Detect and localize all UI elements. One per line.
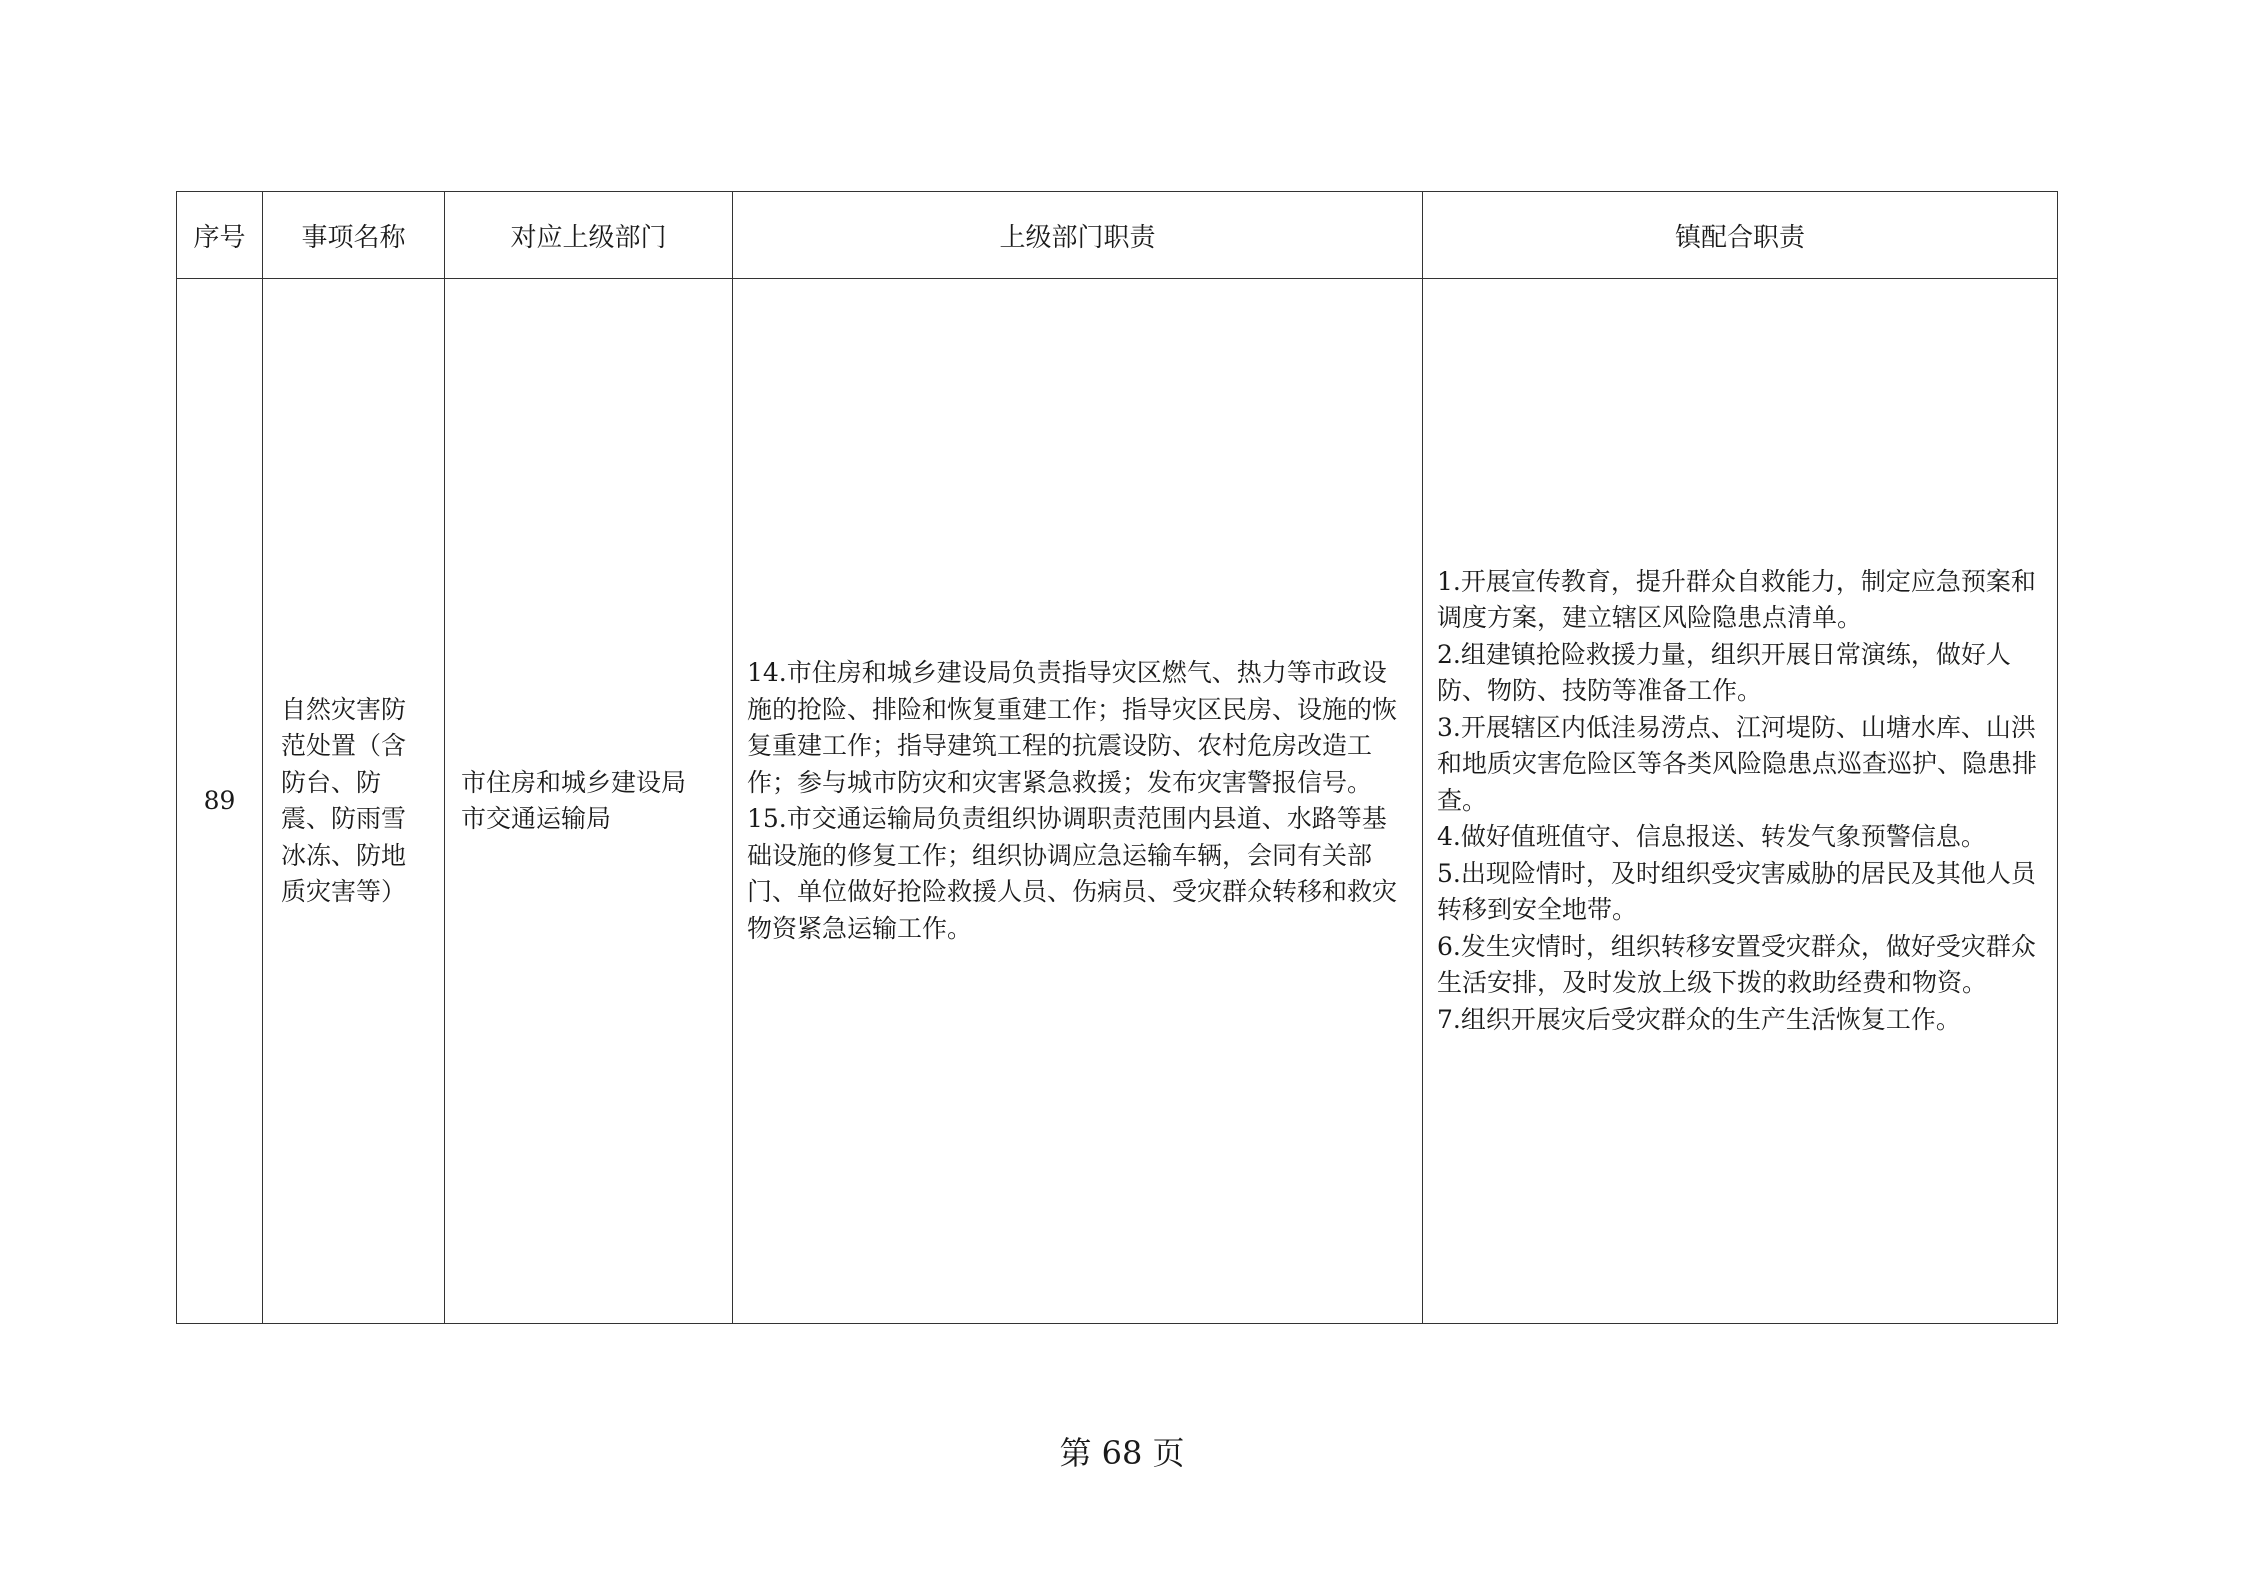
- table-row: [177, 279, 2058, 1324]
- duty-table: [176, 191, 2058, 1324]
- header-superior-duties: 上级部门职责: [733, 192, 1423, 279]
- header-index: 序号: [177, 192, 263, 279]
- town-duty-item: 4.做好值班值守、信息报送、转发气象预警信息。: [1437, 822, 1986, 852]
- row-index: 89: [177, 279, 263, 1324]
- header-town-duties: 镇配合职责: [1423, 192, 2058, 279]
- superior-duty-item: 14.市住房和城乡建设局负责指导灾区燃气、热力等市政设施的抢险、排险和恢复重建工作；指导灾区民房、设施的恢复重建工作；指导建筑工程的抗震设防、农村危房改造工作；参与城市防灾和灾害紧急救援；发布灾害警报信号。: [747, 658, 1398, 797]
- department-line: 市交通运输局: [461, 804, 612, 833]
- header-item-name: 事项名称: [263, 192, 445, 279]
- header-department: 对应上级部门: [445, 192, 733, 279]
- town-duty-item: 7.组织开展灾后受灾群众的生产生活恢复工作。: [1437, 1004, 1961, 1034]
- superior-duty-item: 15.市交通运输局负责组织协调职责范围内县道、水路等基础设施的修复工作；组织协调应急运输车辆，会同有关部门、单位做好抢险救援人员、伤病员、受灾群众转移和救灾物资紧急运输工作。: [747, 804, 1398, 943]
- table-header: [177, 192, 2058, 279]
- row-departments: [445, 279, 733, 1324]
- row-superior-duties: [733, 279, 1423, 1324]
- table-body: [177, 279, 2058, 1324]
- row-item-name: 自然灾害防范处置（含防台、防震、防雨雪冰冻、防地质灾害等）: [263, 279, 445, 1324]
- town-duty-item: 5.出现险情时，及时组织受灾害威胁的居民及其他人员转移到安全地带。: [1437, 858, 2036, 925]
- row-town-duties: [1423, 279, 2058, 1324]
- town-duty-item: 2.组建镇抢险救援力量，组织开展日常演练，做好人防、物防、技防等准备工作。: [1437, 639, 2011, 706]
- town-duty-item: 1.开展宣传教育，提升群众自救能力，制定应急预案和调度方案，建立辖区风险隐患点清单。: [1437, 566, 2036, 633]
- town-duty-item: 3.开展辖区内低洼易涝点、江河堤防、山塘水库、山洪和地质灾害危险区等各类风险隐患点巡查巡护、隐患排查。: [1437, 712, 2038, 815]
- page-number: 第 68 页: [1059, 1434, 1185, 1472]
- department-line: 市住房和城乡建设局: [461, 767, 687, 797]
- town-duty-item: 6.发生灾情时，组织转移安置受灾群众，做好受灾群众生活安排，及时发放上级下拨的救助经费和物资。: [1437, 931, 2036, 998]
- header-row: [177, 192, 2058, 279]
